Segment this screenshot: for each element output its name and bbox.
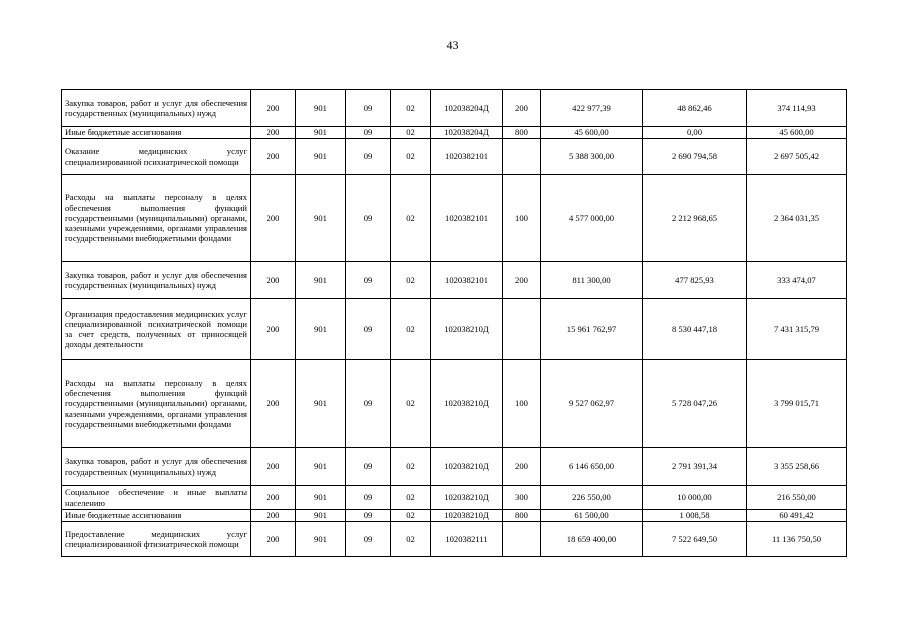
ministry-code-cell: 901 <box>296 486 346 510</box>
expense-type-cell: 200 <box>503 90 541 127</box>
ministry-code-cell: 901 <box>296 139 346 175</box>
table-row <box>62 360 847 448</box>
section-cell: 09 <box>346 360 391 448</box>
expense-type-cell: 100 <box>503 360 541 448</box>
executed-amount-cell: 10 000,00 <box>643 486 747 510</box>
subsection-cell: 02 <box>391 448 431 486</box>
expense-type-cell: 100 <box>503 175 541 262</box>
remaining-amount-cell: 7 431 315,79 <box>747 299 847 360</box>
admin-code-cell: 200 <box>251 486 296 510</box>
executed-amount-cell: 1 008,58 <box>643 510 747 522</box>
row-name-cell: Иные бюджетные ассигнования <box>62 127 251 139</box>
subsection-cell: 02 <box>391 299 431 360</box>
row-name-cell: Закупка товаров, работ и услуг для обеспечения государственных (муниципальных) нужд <box>62 448 251 486</box>
row-name-cell: Иные бюджетные ассигнования <box>62 510 251 522</box>
target-article-cell: 1020382101 <box>431 262 503 299</box>
admin-code-cell: 200 <box>251 175 296 262</box>
expense-type-cell: 800 <box>503 510 541 522</box>
section-cell: 09 <box>346 486 391 510</box>
table-row <box>62 175 847 262</box>
row-name-cell: Расходы на выплаты персоналу в целях обеспечения выполнения функций государственными (муниципальными) органами, казенными учреждениями, органами управления государственными внебюджетными фондами <box>62 175 251 262</box>
ministry-code-cell: 901 <box>296 127 346 139</box>
approved-amount-cell: 422 977,39 <box>541 90 643 127</box>
target-article-cell: 1020382101 <box>431 175 503 262</box>
row-name-cell: Закупка товаров, работ и услуг для обеспечения государственных (муниципальных) нужд <box>62 90 251 127</box>
approved-amount-cell: 45 600,00 <box>541 127 643 139</box>
row-name-cell: Организация предоставления медицинских услуг специализированной психиатрической помощи за счет средств, полученных от приносящей доходы деятельности <box>62 299 251 360</box>
expense-type-cell <box>503 299 541 360</box>
admin-code-cell: 200 <box>251 90 296 127</box>
remaining-amount-cell: 3 799 015,71 <box>747 360 847 448</box>
row-name-cell: Предоставление медицинских услуг специализированной фтизиатрической помощи <box>62 522 251 557</box>
section-cell: 09 <box>346 299 391 360</box>
target-article-cell: 102038204Д <box>431 90 503 127</box>
approved-amount-cell: 15 961 762,97 <box>541 299 643 360</box>
row-name-cell: Закупка товаров, работ и услуг для обеспечения государственных (муниципальных) нужд <box>62 262 251 299</box>
subsection-cell: 02 <box>391 262 431 299</box>
target-article-cell: 1020382101 <box>431 139 503 175</box>
admin-code-cell: 200 <box>251 448 296 486</box>
ministry-code-cell: 901 <box>296 510 346 522</box>
section-cell: 09 <box>346 139 391 175</box>
target-article-cell: 102038210Д <box>431 299 503 360</box>
ministry-code-cell: 901 <box>296 262 346 299</box>
ministry-code-cell: 901 <box>296 175 346 262</box>
remaining-amount-cell: 216 550,00 <box>747 486 847 510</box>
section-cell: 09 <box>346 448 391 486</box>
subsection-cell: 02 <box>391 510 431 522</box>
table-body <box>62 90 847 557</box>
executed-amount-cell: 48 862,46 <box>643 90 747 127</box>
remaining-amount-cell: 3 355 258,66 <box>747 448 847 486</box>
target-article-cell: 102038210Д <box>431 448 503 486</box>
admin-code-cell: 200 <box>251 510 296 522</box>
executed-amount-cell: 2 212 968,65 <box>643 175 747 262</box>
subsection-cell: 02 <box>391 522 431 557</box>
approved-amount-cell: 61 500,00 <box>541 510 643 522</box>
approved-amount-cell: 226 550,00 <box>541 486 643 510</box>
row-name-cell: Социальное обеспечение и иные выплаты населению <box>62 486 251 510</box>
table-row <box>62 127 847 139</box>
remaining-amount-cell: 60 491,42 <box>747 510 847 522</box>
target-article-cell: 1020382111 <box>431 522 503 557</box>
section-cell: 09 <box>346 522 391 557</box>
approved-amount-cell: 5 388 300,00 <box>541 139 643 175</box>
subsection-cell: 02 <box>391 90 431 127</box>
expense-type-cell: 800 <box>503 127 541 139</box>
table-row <box>62 486 847 510</box>
expense-type-cell <box>503 139 541 175</box>
subsection-cell: 02 <box>391 175 431 262</box>
executed-amount-cell: 477 825,93 <box>643 262 747 299</box>
section-cell: 09 <box>346 175 391 262</box>
table-row <box>62 522 847 557</box>
target-article-cell: 102038210Д <box>431 360 503 448</box>
ministry-code-cell: 901 <box>296 448 346 486</box>
ministry-code-cell: 901 <box>296 522 346 557</box>
table-row <box>62 299 847 360</box>
remaining-amount-cell: 2 364 031,35 <box>747 175 847 262</box>
row-name-cell: Оказание медицинских услуг специализированной психиатрической помощи <box>62 139 251 175</box>
remaining-amount-cell: 45 600,00 <box>747 127 847 139</box>
expense-type-cell: 300 <box>503 486 541 510</box>
ministry-code-cell: 901 <box>296 90 346 127</box>
subsection-cell: 02 <box>391 127 431 139</box>
remaining-amount-cell: 2 697 505,42 <box>747 139 847 175</box>
executed-amount-cell: 2 690 794,58 <box>643 139 747 175</box>
executed-amount-cell: 2 791 391,34 <box>643 448 747 486</box>
approved-amount-cell: 6 146 650,00 <box>541 448 643 486</box>
section-cell: 09 <box>346 510 391 522</box>
subsection-cell: 02 <box>391 486 431 510</box>
table-row <box>62 262 847 299</box>
admin-code-cell: 200 <box>251 139 296 175</box>
target-article-cell: 102038204Д <box>431 127 503 139</box>
ministry-code-cell: 901 <box>296 299 346 360</box>
section-cell: 09 <box>346 262 391 299</box>
table-row <box>62 448 847 486</box>
table-row <box>62 90 847 127</box>
executed-amount-cell: 8 530 447,18 <box>643 299 747 360</box>
executed-amount-cell: 0,00 <box>643 127 747 139</box>
ministry-code-cell: 901 <box>296 360 346 448</box>
expense-type-cell: 200 <box>503 448 541 486</box>
target-article-cell: 102038210Д <box>431 510 503 522</box>
admin-code-cell: 200 <box>251 262 296 299</box>
section-cell: 09 <box>346 127 391 139</box>
approved-amount-cell: 811 300,00 <box>541 262 643 299</box>
admin-code-cell: 200 <box>251 360 296 448</box>
section-cell: 09 <box>346 90 391 127</box>
table-row <box>62 139 847 175</box>
admin-code-cell: 200 <box>251 522 296 557</box>
executed-amount-cell: 7 522 649,50 <box>643 522 747 557</box>
expense-type-cell: 200 <box>503 262 541 299</box>
target-article-cell: 102038210Д <box>431 486 503 510</box>
table-row <box>62 510 847 522</box>
executed-amount-cell: 5 728 047,26 <box>643 360 747 448</box>
admin-code-cell: 200 <box>251 127 296 139</box>
budget-table <box>61 89 847 557</box>
remaining-amount-cell: 11 136 750,50 <box>747 522 847 557</box>
subsection-cell: 02 <box>391 360 431 448</box>
row-name-cell: Расходы на выплаты персоналу в целях обеспечения выполнения функций государственными (муниципальными) органами, казенными учреждениями, органами управления государственными внебюджетными фондами <box>62 360 251 448</box>
remaining-amount-cell: 333 474,07 <box>747 262 847 299</box>
approved-amount-cell: 9 527 062,97 <box>541 360 643 448</box>
approved-amount-cell: 18 659 400,00 <box>541 522 643 557</box>
expense-type-cell <box>503 522 541 557</box>
subsection-cell: 02 <box>391 139 431 175</box>
admin-code-cell: 200 <box>251 299 296 360</box>
approved-amount-cell: 4 577 000,00 <box>541 175 643 262</box>
page-number: 43 <box>446 38 459 52</box>
remaining-amount-cell: 374 114,93 <box>747 90 847 127</box>
